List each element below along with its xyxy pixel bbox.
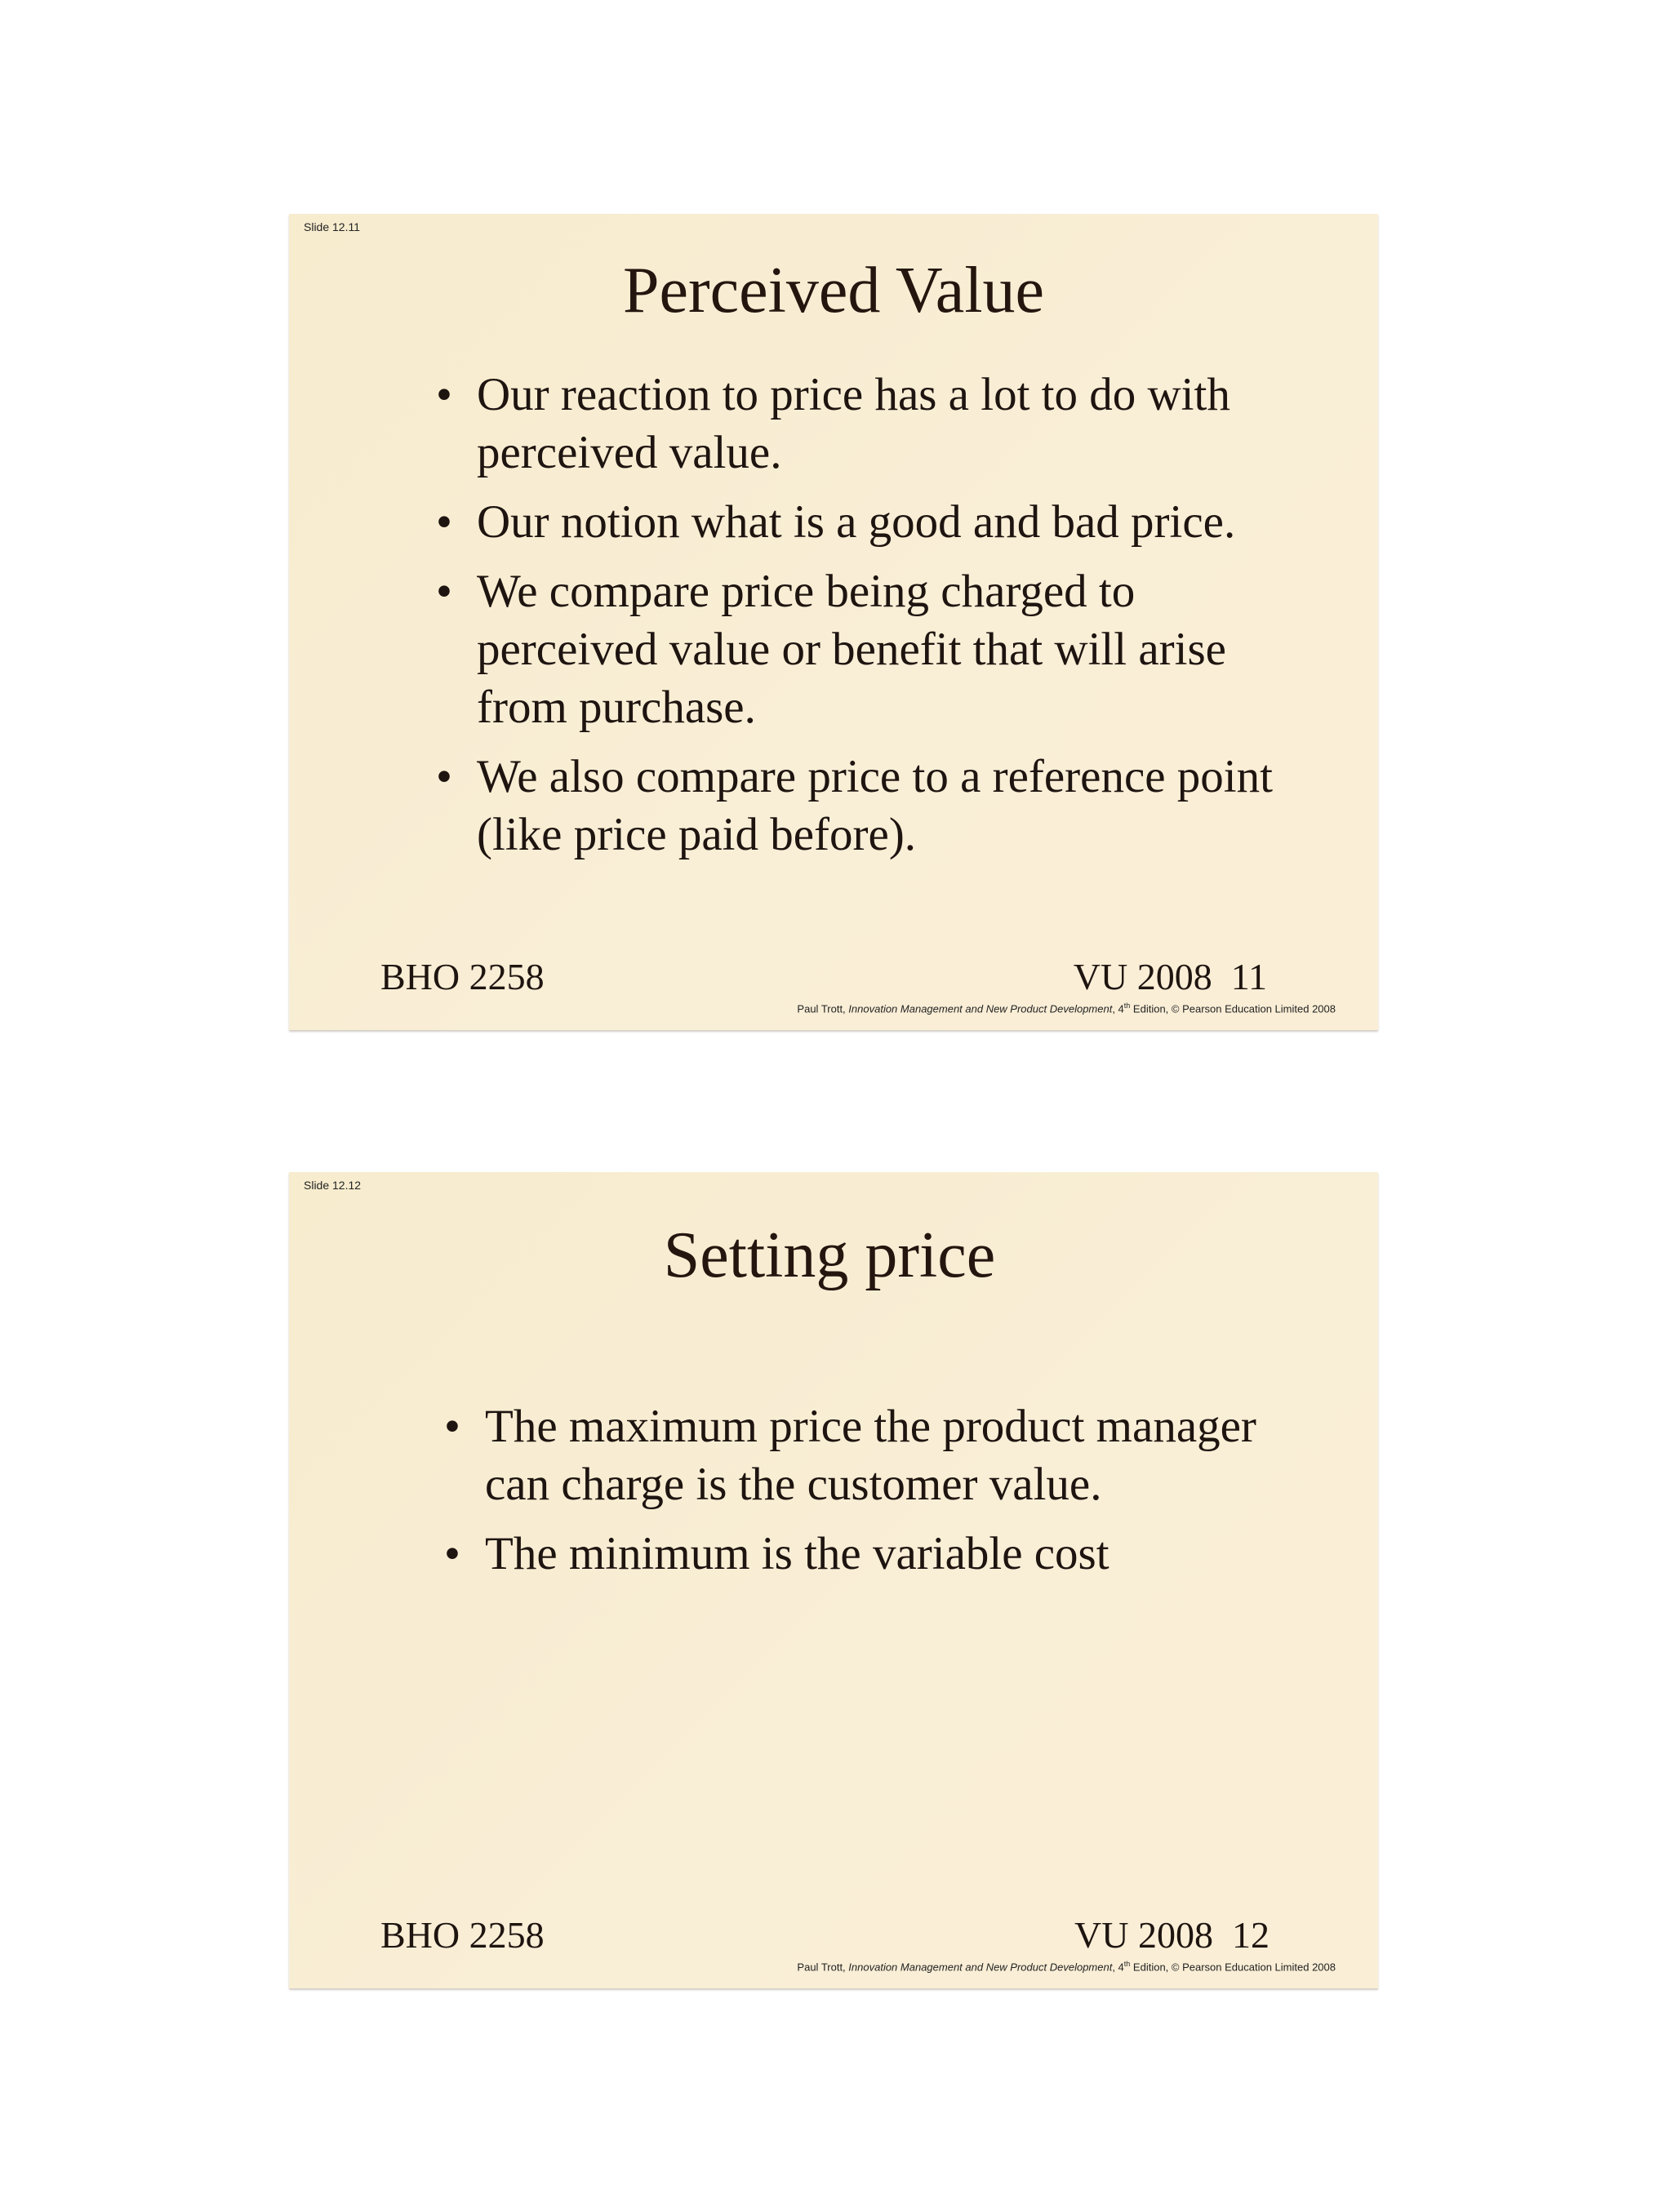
bullet-item [432,748,1314,864]
slide-number: Slide 12.12 [304,1179,362,1192]
slide-title: Setting price [663,1219,996,1291]
bullet-icon: • [436,369,452,420]
bullet-list [432,366,1314,875]
citation-edition-sup: th [1123,1960,1131,1968]
course-code: BHO 2258 [380,956,545,997]
bullet-item [432,366,1314,482]
course-code: BHO 2258 [380,1914,545,1956]
bullet-item [432,493,1314,551]
bullet-icon: • [436,496,452,548]
slide-12-12 [289,1172,1378,1988]
bullet-item [440,1397,1322,1513]
bullet-text: Our reaction to price has a lot to do with perceived value. [477,369,1230,478]
institution-page: VU 2008 11 [1073,956,1267,997]
bullet-text: We compare price being charged to perceived value or benefit that will arise from purchase. [477,566,1226,733]
citation-edition-sup: th [1123,1002,1131,1010]
citation-rest: Edition, © Pearson Education Limited 2008 [1130,1961,1336,1974]
citation-edition: , 4 [1112,1961,1124,1974]
bullet-icon: • [436,566,452,617]
citation-author: Paul Trott, [797,1961,846,1974]
bullet-list [440,1397,1322,1594]
slide-title: Perceived Value [622,255,1045,326]
bullet-text: We also compare price to a reference point (like price paid before). [477,751,1273,860]
slide-12-11 [289,214,1378,1030]
bullet-icon: • [444,1528,460,1579]
citation [797,1002,1336,1015]
bullet-text: Our notion what is a good and bad price. [477,496,1236,548]
slide-number: Slide 12.11 [304,220,361,233]
citation-rest: Edition, © Pearson Education Limited 2008 [1130,1002,1336,1015]
bullet-item [440,1525,1322,1583]
citation-book: Innovation Management and New Product Development [848,1961,1113,1974]
bullet-item [432,562,1314,736]
citation-book: Innovation Management and New Product Development [848,1002,1113,1015]
bullet-icon: • [444,1401,460,1452]
institution-page: VU 2008 12 [1074,1914,1270,1956]
citation-edition: , 4 [1112,1002,1124,1015]
bullet-icon: • [436,751,452,802]
citation-author: Paul Trott, [797,1002,846,1015]
citation [797,1960,1336,1973]
bullet-text: The minimum is the variable cost [485,1528,1109,1579]
bullet-text: The maximum price the product manager can charge is the customer value. [485,1401,1256,1510]
